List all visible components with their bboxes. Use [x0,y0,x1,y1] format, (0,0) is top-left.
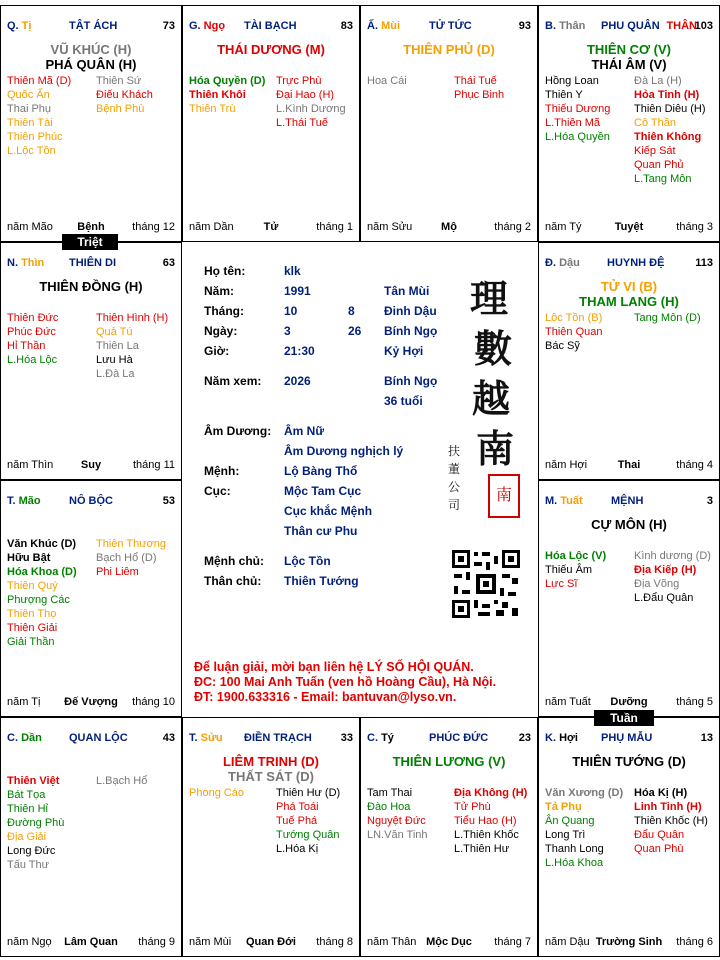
minor-star: Thiên Quan [545,326,603,338]
minor-star: Đào Hoa [367,801,411,813]
truong-sinh-stage: Mộ [441,221,457,233]
palace-can-chi: Q. Tị [7,20,32,32]
than-marker: THÂN [666,20,697,32]
palace-header [367,732,531,746]
palace-header [7,20,175,34]
palace-age-number: 3 [706,495,713,507]
minor-star: Điếu Khách [96,89,153,101]
palace-thin[interactable] [0,242,182,480]
palace-can-chi: C. Tý [367,732,394,744]
palace-footer [7,696,175,710]
minor-star: L.Thái Tuế [276,117,328,129]
truong-sinh-stage: Dưỡng [610,696,648,708]
minor-star: Trực Phù [276,75,322,87]
minor-star: Đẩu Quân [634,829,685,841]
palace-footer [367,221,531,235]
truong-sinh-stage: Thai [617,459,641,471]
minor-stars-right [96,311,168,381]
palace-age-number: 113 [695,257,713,269]
palace-footer [545,936,713,950]
palace-age-number: 103 [694,20,713,32]
palace-mao[interactable] [0,480,182,717]
minor-star: Địa Giải [7,831,47,843]
minor-star: Thanh Long [545,843,604,855]
nam-can-chi: Tân Mùi [384,284,430,298]
menh-chu-value: Lộc Tồn [284,554,331,568]
palace-age-number: 63 [162,257,175,269]
minor-stars-left [545,74,610,144]
ngay-al-value: 26 [348,324,362,338]
triet-marker: Triệt [62,234,118,250]
minor-star: Thai Phụ [7,103,52,115]
minor-star: L.Đẩu Quân [634,592,694,604]
palace-dan[interactable] [0,717,182,957]
palace-header [545,257,713,271]
minor-star: Đà La (H) [634,75,682,87]
palace-age-number: 13 [700,732,713,744]
thang-value: 10 [284,304,298,318]
menh-label: Mệnh: [204,464,240,478]
minor-stars-right [276,74,346,130]
truong-sinh-stage: Trường Sinh [595,936,663,948]
palace-month: tháng 5 [676,696,713,708]
palace-ngo[interactable] [182,5,360,242]
minor-star: Lực Sĩ [545,578,578,590]
minor-stars-left [367,74,407,88]
palace-header [545,732,713,746]
palace-ti[interactable] [0,5,182,242]
truong-sinh-stage: Suy [80,459,102,471]
palace-can-chi: Đ. Dậu [545,257,580,269]
palace-hoi[interactable] [538,717,720,957]
minor-star: Ân Quang [545,815,595,827]
menh-chu-label: Mệnh chủ: [204,554,264,568]
minor-star: L.Đà La [96,368,135,380]
palace-name: TẬT ÁCH [69,20,118,32]
minor-stars-left [7,774,64,872]
contact-line-3: ĐT: 1900.633316 - Email: bantuvan@lyso.vn. [194,690,457,704]
red-seal-stamp: 南 [488,474,520,518]
calligraphy-logo [470,274,514,474]
main-star: THIÊN ĐỒNG (H) [39,279,143,294]
minor-star: Tử Phù [454,801,491,813]
palace-month: tháng 9 [138,936,175,948]
minor-star: Thiên Thương [96,538,167,550]
minor-star: Tả Phụ [545,801,582,813]
palace-can-chi: C. Dần [7,732,42,744]
palace-age-number: 93 [518,20,531,32]
main-star: CỰ MÔN (H) [591,517,667,532]
minor-star: Thiên Quý [7,580,58,592]
minor-star: Văn Xương (D) [545,787,624,799]
palace-name: MỆNH [611,495,644,507]
palace-footer [7,221,175,235]
minor-stars-left [545,549,606,591]
minor-star: Bệnh Phù [96,103,145,115]
palace-footer [545,221,713,235]
palace-month: tháng 4 [676,459,713,471]
main-star: THAM LANG (H) [579,294,679,309]
minor-star: Thiên Hư (D) [276,787,341,799]
nam-xem-label: Năm xem: [204,374,262,388]
minor-star: Văn Khúc (D) [7,538,77,550]
minor-stars-right [96,537,166,579]
qr-code-icon[interactable] [450,548,522,620]
minor-star: L.Hóa Khoa [545,857,604,869]
minor-star: Thiên Không [634,131,702,143]
truong-sinh-stage: Quan Đới [246,936,296,948]
palace-age-number: 33 [340,732,353,744]
palace-age-number: 53 [162,495,175,507]
am-duong-label: Âm Dương: [204,424,272,438]
minor-star: Địa Kiếp (H) [634,564,697,576]
palace-name: HUYNH ĐỆ [607,257,665,269]
palace-month: tháng 1 [316,221,353,233]
minor-star: Thiên Trù [189,103,236,115]
minor-star: Địa Không (H) [454,787,528,799]
minor-star: Kình dương (D) [634,550,711,562]
truong-sinh-stage: Tử [263,221,279,233]
minor-star: Long Trì [545,829,586,841]
truong-sinh-stage: Đế Vượng [64,696,118,708]
palace-name: QUAN LỘC [69,732,128,744]
minor-star: Hóa Kị (H) [634,787,688,799]
palace-year: năm Tị [7,696,41,708]
main-star: THIÊN PHỦ (D) [403,42,495,57]
minor-star: Hóa Lộc (V) [545,550,607,562]
minor-star: Thiên Đức [7,312,59,324]
minor-star: L.Thiên Hư [454,843,510,855]
minor-star: L.Hóa Kị [276,843,319,855]
gio-value: 21:30 [284,344,315,358]
palace-can-chi: K. Hợi [545,732,578,744]
palace-year: năm Tý [545,221,582,233]
minor-star: L.Hóa Lộc [7,354,58,366]
palace-year: năm Thìn [7,459,54,471]
nam-xem-value: 2026 [284,374,311,388]
palace-footer [545,459,713,473]
am-duong-value: Âm Nữ [284,424,325,438]
minor-stars-left [7,537,77,649]
palace-month: tháng 8 [316,936,353,948]
minor-star: Quan Phù [634,843,684,855]
minor-star: Thiên Thọ [7,608,57,620]
palace-can-chi: T. Sửu [189,732,223,744]
calli-char-1: 理 [470,276,509,321]
palace-age-number: 73 [162,20,175,32]
truong-sinh-stage: Mộc Dục [426,936,472,948]
minor-star: Thiên La [96,340,139,352]
minor-star: L.Kình Dương [276,103,346,115]
palace-month: tháng 10 [132,696,175,708]
minor-star: Thiên Hỉ [7,803,48,815]
nam-xem-can-chi: Bính Ngọ [384,374,438,388]
palace-dau[interactable] [538,242,720,480]
palace-month: tháng 7 [494,936,531,948]
minor-star: Tuế Phá [276,815,318,827]
palace-month: tháng 3 [676,221,713,233]
minor-star: LN.Văn Tinh [367,829,428,841]
minor-star: L.Bạch Hổ [96,775,148,787]
palace-name: TỬ TỨC [429,20,472,32]
minor-star: Phúc Đức [7,326,56,338]
palace-year: năm Dậu [545,936,590,948]
company-seal-text [448,442,460,514]
minor-star: Bác Sỹ [545,340,580,352]
minor-star: Tướng Quân [276,829,340,841]
minor-stars-right [454,786,527,856]
am-duong-note: Âm Dương nghịch lý [284,444,404,458]
minor-star: Giải Thần [7,636,55,648]
minor-stars-left [545,311,602,353]
palace-header [7,257,175,271]
main-star: PHÁ QUÂN (H) [45,57,137,72]
minor-star: Thiên Khốc (H) [634,815,708,827]
minor-star: Tam Thai [367,787,413,799]
minor-star: Thiên Khôi [189,89,246,101]
palace-header [7,732,175,746]
truong-sinh-stage: Lâm Quan [64,936,118,948]
palace-month: tháng 11 [132,459,175,471]
minor-star: Quả Tú [96,326,133,338]
truong-sinh-stage: Bệnh [77,221,105,233]
main-star: THÁI ÂM (V) [591,57,667,72]
main-star: TỬ VI (B) [600,279,658,294]
than-chu-value: Thiên Tướng [284,574,359,588]
palace-can-chi: T. Mão [7,495,41,507]
nam-value: 1991 [284,284,311,298]
minor-star: Thiên Việt [7,775,60,787]
cuc-label: Cục: [204,484,231,498]
minor-star: Thiên Diêu (H) [634,103,706,115]
palace-year: năm Tuất [545,696,591,708]
palace-age-number: 23 [518,732,531,744]
palace-suu[interactable] [182,717,360,957]
minor-star: Phượng Các [7,594,70,606]
minor-stars-right [96,774,147,788]
thang-al-value: 8 [348,304,355,318]
minor-stars-left [189,74,265,116]
palace-header [189,20,353,34]
ho-ten-label: Họ tên: [204,264,246,278]
palace-can-chi: B. Thân [545,20,586,32]
minor-star: Tấu Thư [7,859,50,871]
minor-star: Nguyệt Đức [367,815,426,827]
minor-star: L.Thiên Khốc [454,829,519,841]
minor-star: Thiếu Dương [545,103,611,115]
palace-month: tháng 2 [494,221,531,233]
minor-stars-left [7,311,58,367]
gio-can-chi: Kỷ Hợi [384,344,424,358]
palace-name: PHU QUÂN [601,20,660,32]
palace-year: năm Hợi [545,459,588,471]
palace-header [545,495,713,509]
palace-age-number: 43 [162,732,175,744]
minor-star: Hóa Quyền (D) [189,75,266,87]
seal-char-2: 董 [448,462,461,476]
minor-star: Phi Liêm [96,566,139,578]
minor-star: Đại Hao (H) [276,89,335,101]
palace-month: tháng 6 [676,936,713,948]
minor-star: Hồng Loan [545,75,599,87]
palace-name: ĐIỀN TRẠCH [244,732,312,744]
minor-stars-right [634,549,711,605]
minor-star: Hỏa Tinh (H) [634,89,700,101]
contact-line-2: ĐC: 100 Mai Anh Tuấn (ven hồ Hoàng Cầu), Hà Nội. [194,675,497,689]
minor-star: L.Hóa Quyền [545,131,610,143]
palace-header [189,732,353,746]
menh-value: Lộ Bàng Thổ [284,464,358,478]
minor-star: Thiên Sứ [96,75,142,87]
minor-star: Lưu Hà [96,354,133,366]
thang-can-chi: Đinh Dậu [384,304,437,318]
calli-char-2: 數 [474,326,513,371]
minor-star: Tiểu Hao (H) [454,815,517,827]
minor-star: Thiên Hình (H) [96,312,169,324]
seal-char-4: 司 [448,498,461,512]
palace-mui[interactable] [360,5,538,242]
minor-star: Phong Cáo [189,787,245,799]
minor-star: L.Tang Môn [634,173,692,185]
palace-name: THIÊN DI [69,257,117,269]
palace-name: PHÚC ĐỨC [429,732,489,744]
palace-header [367,20,531,34]
minor-star: Hỉ Thần [7,340,46,352]
minor-star: Thiếu Âm [545,564,593,576]
palace-footer [367,936,531,950]
minor-star: Thiên Phúc [7,131,63,143]
center-info-panel [182,242,538,717]
minor-star: Phá Toái [276,801,319,813]
palace-year: năm Thân [367,936,417,948]
minor-stars-right [634,74,706,186]
minor-stars-right [96,74,153,116]
minor-star: Thiên Tài [7,117,53,129]
minor-star: Lộc Tồn (B) [545,312,603,324]
minor-star: Tang Môn (D) [634,312,701,324]
palace-year: năm Ngọ [7,936,52,948]
minor-star: Phục Binh [454,89,505,101]
minor-star: Bạch Hổ (D) [96,552,157,564]
minor-star: Hoa Cái [367,75,407,87]
main-star: VŨ KHÚC (H) [50,42,132,57]
palace-footer [7,459,175,473]
seal-char-3: 公 [448,480,461,494]
minor-star: L.Thiên Mã [545,117,601,129]
ngay-value: 3 [284,324,291,338]
minor-stars-left [7,74,71,158]
tuan-marker: Tuần [594,710,654,726]
contact-line-1: Để luận giải, mời bạn liên hệ LÝ SỐ HỘI QUÁN. [194,660,474,674]
minor-star: Thiên Y [545,89,583,101]
cuc-note: Cục khắc Mệnh [284,504,373,518]
seal-char-1: 扶 [448,444,461,458]
minor-stars-right [634,786,708,856]
palace-footer [7,936,175,950]
contact-block [194,660,496,705]
minor-star: Kiếp Sát [634,145,676,157]
minor-stars-right [454,74,504,102]
main-star: THIÊN TƯỚNG (D) [572,754,686,769]
palace-name: NÔ BỘC [69,495,113,507]
palace-can-chi: Ấ. Mùi [367,20,401,32]
palace-year: năm Dần [189,221,234,233]
palace-year: năm Sửu [367,221,413,233]
calli-char-3: 越 [472,376,511,421]
minor-star: Thái Tuế [454,75,497,87]
minor-star: Thiên Mã (D) [7,75,72,87]
palace-than[interactable] [538,5,720,242]
palace-year: năm Mùi [189,936,232,948]
palace-year: năm Mão [7,221,53,233]
palace-age-number: 83 [340,20,353,32]
ho-ten-value: klk [284,264,301,278]
palace-name: PHỤ MẪU [601,732,653,744]
thang-label: Tháng: [204,304,244,318]
main-star: THÁI DƯƠNG (M) [217,42,325,57]
palace-header [7,495,175,509]
minor-stars-left [367,786,428,842]
palace-tuat[interactable] [538,480,720,717]
palace-footer [545,696,713,710]
minor-star: Long Đức [7,845,56,857]
cuc-value: Mộc Tam Cục [284,484,362,498]
palace-footer [189,221,353,235]
main-star: LIÊM TRINH (D) [222,754,320,769]
minor-stars-right [634,311,701,325]
main-star: THIÊN CƠ (V) [586,42,672,57]
minor-star: Địa Võng [634,578,680,590]
minor-star: Linh Tinh (H) [634,801,702,813]
gio-label: Giờ: [204,344,230,358]
palace-ty[interactable] [360,717,538,957]
tuoi-value: 36 tuổi [384,394,423,408]
palace-name: TÀI BẠCH [244,20,297,32]
minor-star: Cô Thần [634,117,676,129]
minor-stars-left [545,786,623,870]
main-star: THẤT SÁT (D) [228,769,314,784]
than-cu-note: Thân cư Phu [284,524,358,538]
than-chu-label: Thân chủ: [204,574,262,588]
calli-char-4: 南 [476,426,515,471]
palace-month: tháng 12 [132,221,175,233]
minor-star: L.Lộc Tồn [7,145,56,157]
nam-label: Năm: [204,284,235,298]
minor-stars-right [276,786,340,856]
minor-stars-left [189,786,244,800]
palace-can-chi: G. Ngọ [189,20,226,32]
minor-star: Quốc Ấn [7,89,50,101]
ngay-can-chi: Bính Ngọ [384,324,438,338]
minor-star: Hóa Khoa (D) [7,566,77,578]
minor-star: Bát Tọa [7,789,46,801]
minor-star: Thiên Giải [7,622,58,634]
palace-footer [189,936,353,950]
palace-can-chi: N. Thìn [7,257,45,269]
ngay-label: Ngày: [204,324,238,338]
minor-star: Hữu Bật [7,552,51,564]
main-star: THIÊN LƯƠNG (V) [392,754,506,769]
minor-star: Quan Phủ [634,159,684,171]
truong-sinh-stage: Tuyệt [614,221,644,233]
palace-can-chi: M. Tuất [545,495,583,507]
minor-star: Đường Phù [7,817,65,829]
